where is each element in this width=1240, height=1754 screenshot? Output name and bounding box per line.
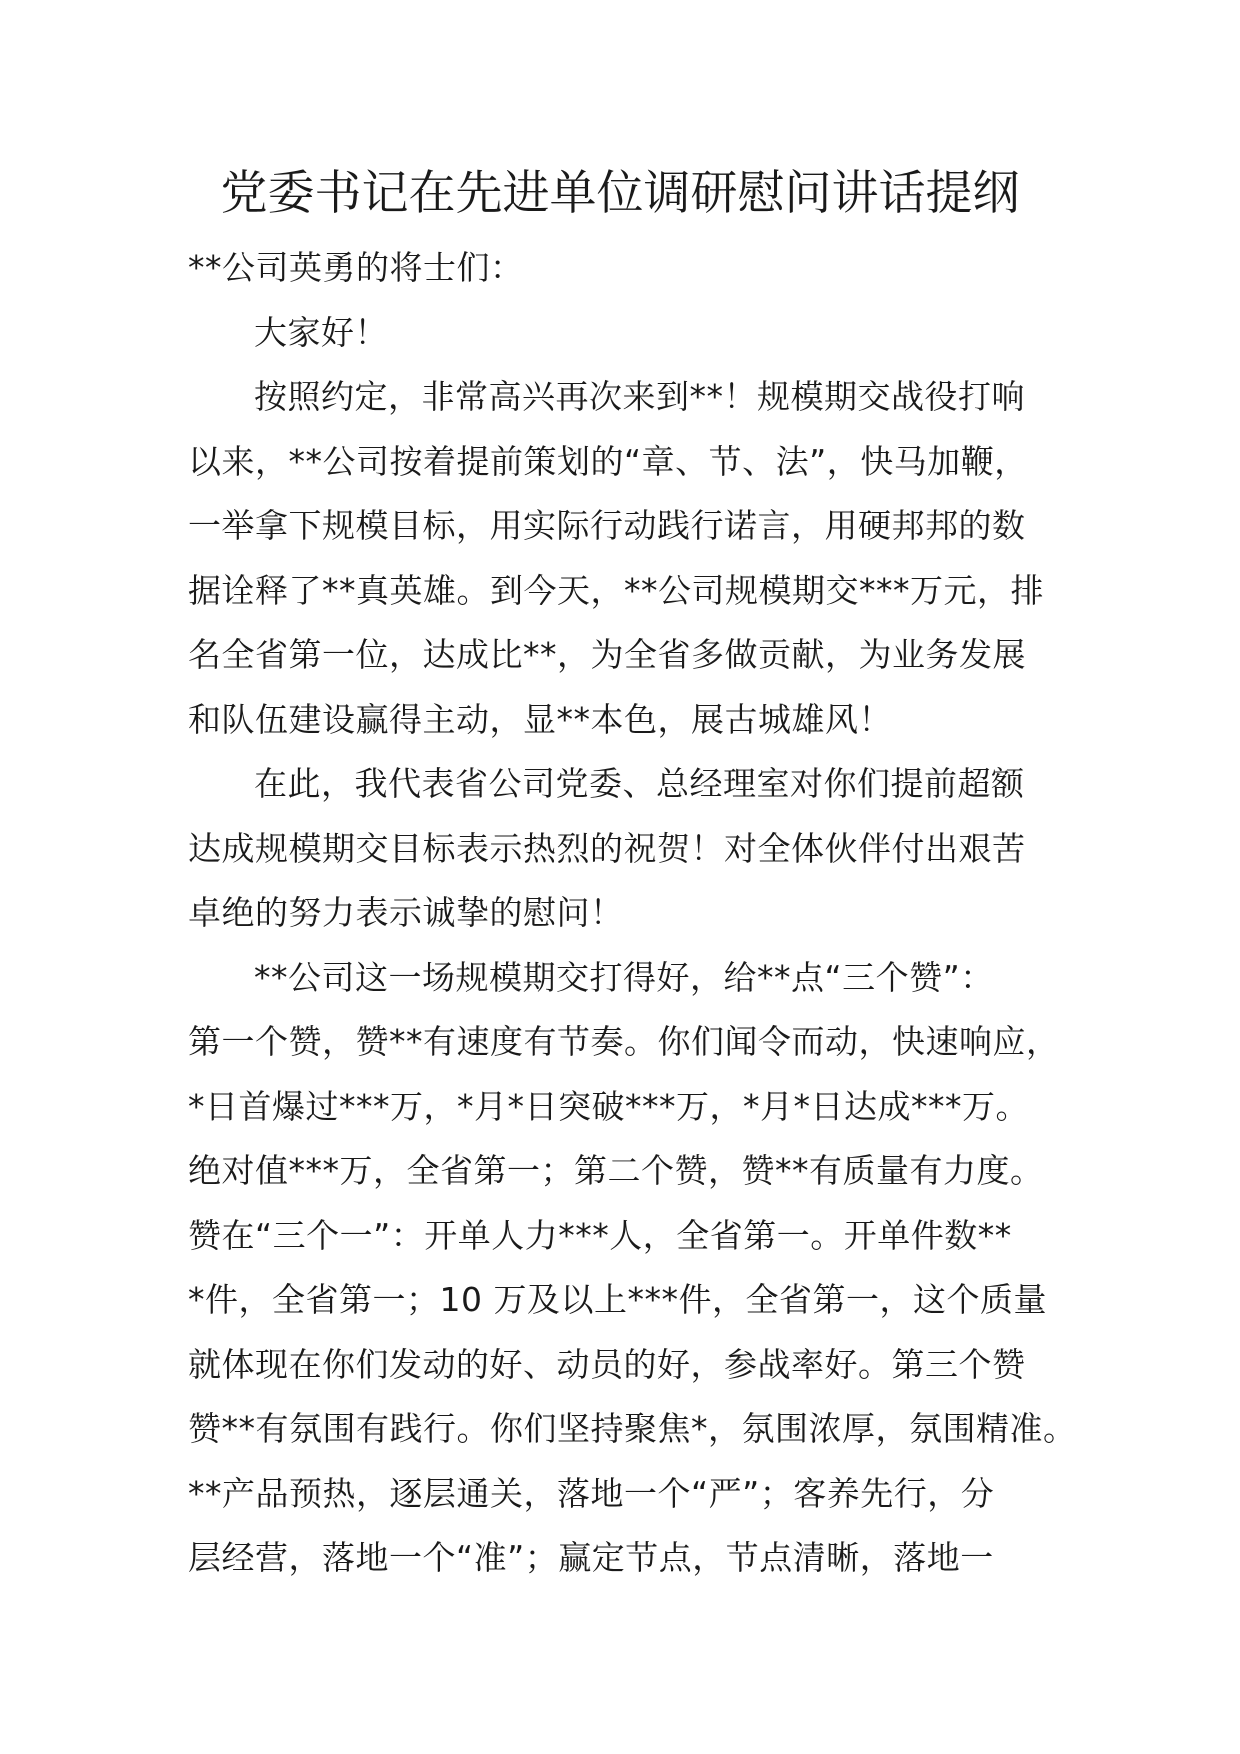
document-body bbox=[188, 236, 1088, 1591]
text-line: **公司这一场规模期交打得好，给**点“三个赞”： bbox=[254, 957, 994, 997]
text-line: 绝对值***万，全省第一；第二个赞，赞**有质量有力度。 bbox=[188, 1151, 1044, 1190]
text-line: 达成规模期交目标表示热烈的祝贺！对全体伙伴付出艰苦 bbox=[188, 828, 1026, 868]
text-line: 以来，**公司按着提前策划的“章、节、法”，快马加鞭， bbox=[188, 441, 1028, 481]
text-line: 和队伍建设赢得主动，显**本色，展古城雄风！ bbox=[188, 699, 892, 739]
text-line: 卓绝的努力表示诚挚的慰问！ bbox=[188, 893, 624, 932]
text-line: 按照约定，非常高兴再次来到**！规模期交战役打响 bbox=[254, 377, 1025, 416]
text-line: 名全省第一位，达成比**，为全省多做贡献，为业务发展 bbox=[188, 635, 1026, 674]
document-title: 党委书记在先进单位调研慰问讲话提纲 bbox=[220, 166, 1020, 221]
text-line: 层经营，落地一个“准”；赢定节点，节点清晰，落地一 bbox=[188, 1538, 994, 1577]
text-line: *件，全省第一；10 万及以上***件，全省第一，这个质量 bbox=[188, 1280, 1047, 1319]
text-line: **产品预热，逐层通关，落地一个“严”；客养先行，分 bbox=[188, 1473, 995, 1513]
text-line: 大家好！ bbox=[254, 312, 388, 352]
text-line: *日首爆过***万，*月*日突破***万，*月*日达成***万。 bbox=[188, 1086, 1029, 1126]
text-line: 就体现在你们发动的好、动员的好，参战率好。第三个赞 bbox=[188, 1344, 1026, 1384]
text-line: 据诠释了**真英雄。到今天，**公司规模期交***万元，排 bbox=[188, 570, 1044, 610]
text-line: 赞**有氛围有践行。你们坚持聚焦*，氛围浓厚，氛围精准。 bbox=[188, 1409, 1077, 1448]
text-line: **公司英勇的将士们： bbox=[188, 248, 524, 287]
text-line: 赞在“三个一”：开单人力***人，全省第一。开单件数** bbox=[188, 1215, 1012, 1255]
text-line: 一举拿下规模目标，用实际行动践行诺言，用硬邦邦的数 bbox=[188, 506, 1026, 545]
text-line: 在此，我代表省公司党委、总经理室对你们提前超额 bbox=[254, 764, 1025, 803]
text-line: 第一个赞，赞**有速度有节奏。你们闻令而动，快速响应， bbox=[188, 1022, 1060, 1061]
